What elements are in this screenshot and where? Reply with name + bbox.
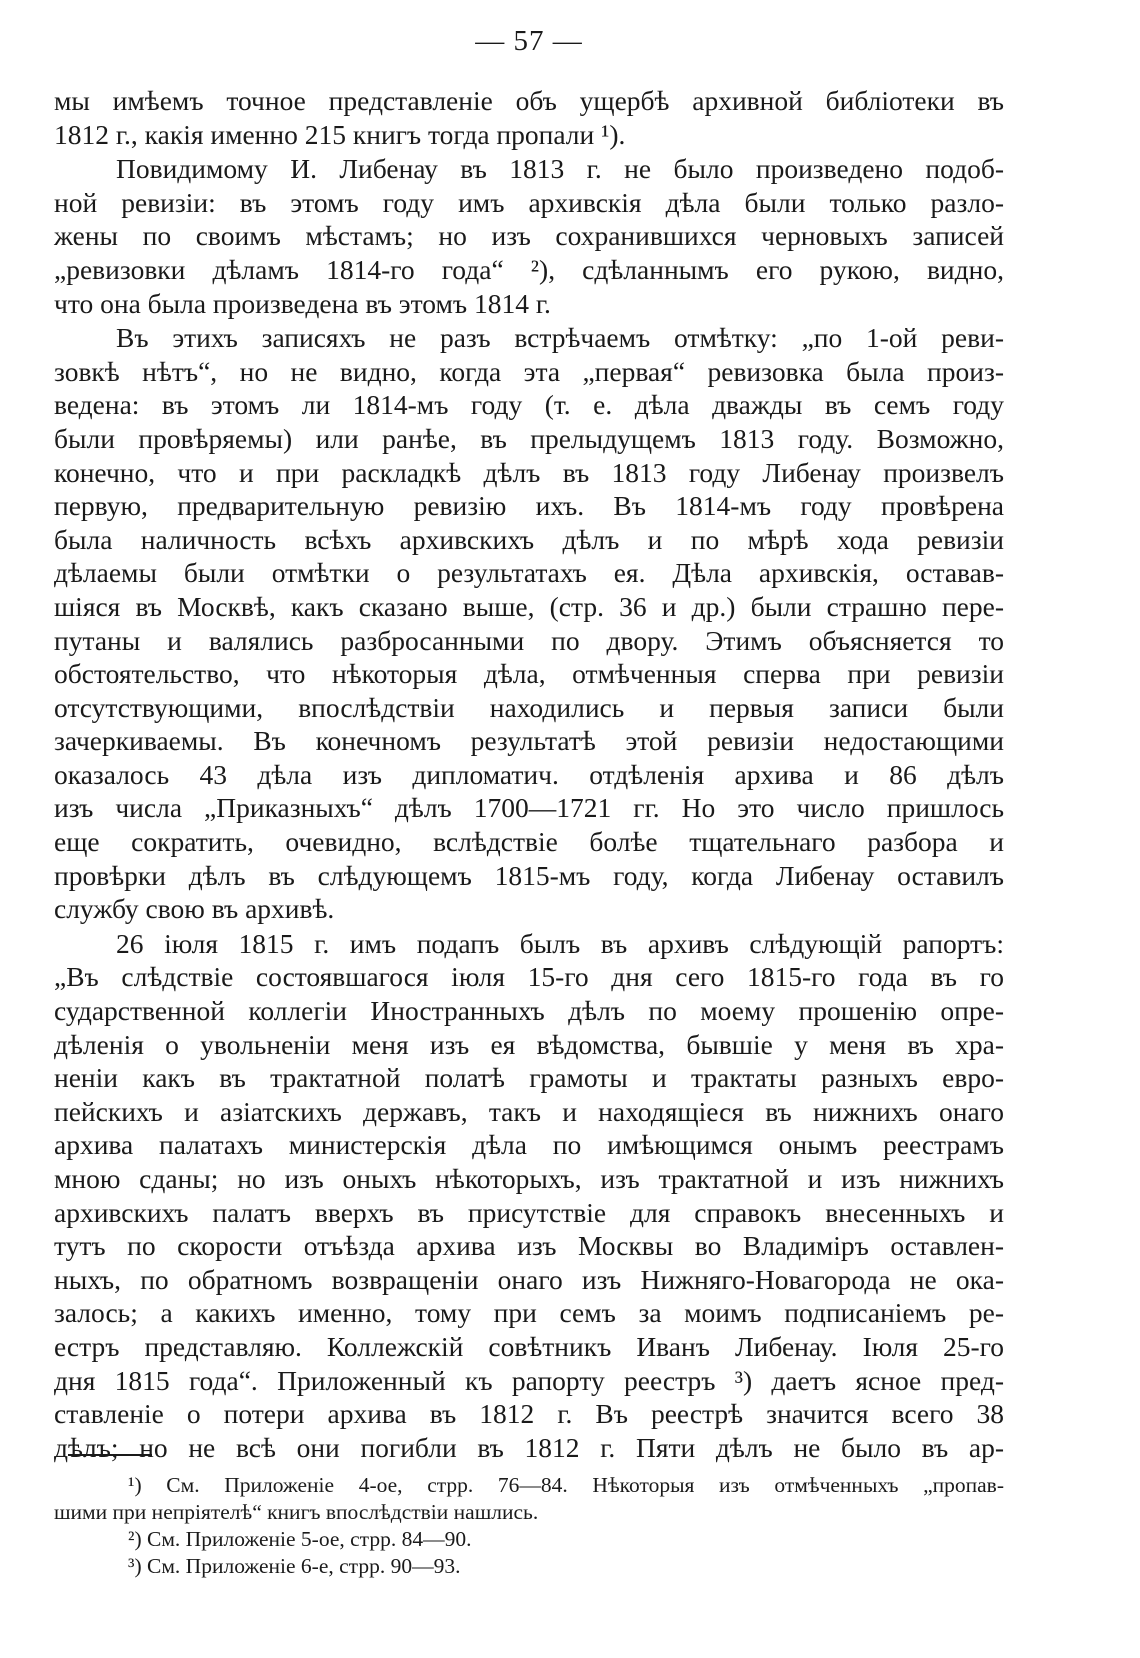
text-line: сударственной коллегіи Иностранныхъ дѣлъ по моему прошенію опре- — [54, 995, 1004, 1027]
text-line: зачеркиваемы. Въ конечномъ результатѣ этой ревизіи недостающими — [54, 725, 1004, 757]
text-line: еще сократить, очевидно, вслѣдствіе болѣе тщательнаго разбора и — [54, 826, 1004, 858]
page-number: — 57 — — [475, 25, 583, 57]
text-line: архивскихъ палатъ вверхъ въ присутствіе для справокъ внесенныхъ и — [54, 1196, 1004, 1228]
text-line: естръ представляю. Коллежскій совѣтникъ Иванъ Либенау. Іюля 25-го — [54, 1330, 1004, 1362]
text-line: мы имѣемъ точное представленіе объ ущербѣ архивной библіотеки въ — [54, 85, 1004, 116]
footnote-3 — [54, 1553, 1004, 1580]
text-line: ставленіе о потери архива въ 1812 г. Въ реестрѣ значится всего 38 — [54, 1398, 1004, 1430]
text-line: архива палатахъ министерскія дѣла по имѣющимся онымъ реестрамъ — [54, 1129, 1004, 1161]
text-line: отсутствующими, впослѣдствіи находились и первыя записи были — [54, 691, 1004, 723]
text-line: „ревизовки дѣламъ 1814-го года“ ²), сдѣланнымъ его рукою, видно, — [54, 253, 1004, 285]
text-line: шіяся въ Москвѣ, какъ сказано выше, (стр. 36 и др.) были страшно пере- — [54, 590, 1004, 622]
text-line: службу свою въ архивѣ. — [54, 893, 335, 925]
paragraph — [54, 321, 1004, 926]
text-line: тутъ по скорости отъѣзда архива изъ Москвы во Владиміръ оставлен- — [54, 1230, 1004, 1262]
text-line: дѣлаемы были отмѣтки о результатахъ ея. Дѣла архивскія, оставав- — [54, 557, 1004, 589]
footnote-line: ²) См. Приложеніе 5-ое, стрр. 84—90. — [128, 1527, 472, 1551]
body-text — [54, 84, 1004, 1465]
text-line: дѣлъ; но не всѣ они погибли въ 1812 г. Пяти дѣлъ не было въ ар- — [54, 1431, 1004, 1463]
text-line: были провѣряемы) или ранѣе, въ прелыдущемъ 1813 году. Возможно, — [54, 422, 1004, 454]
text-line: дѣленія о увольненіи меня изъ ея вѣдомства, бывшіе у меня въ хра- — [54, 1028, 1004, 1060]
text-line: что она была произведена въ этомъ 1814 г. — [54, 287, 551, 319]
footnotes — [54, 1472, 1004, 1580]
text-line: 26 іюля 1815 г. имъ подапъ былъ въ архивъ слѣдующій рапортъ: — [116, 927, 1004, 959]
footnote-line: ³) См. Приложеніе 6-е, стрр. 90—93. — [128, 1554, 461, 1578]
paragraph — [54, 152, 1004, 320]
footnote-1 — [54, 1472, 1004, 1526]
text-line: провѣрки дѣлъ въ слѣдующемъ 1815-мъ году, когда Либенау оставилъ — [54, 859, 1004, 891]
text-line: обстоятельство, что нѣкоторыя дѣла, отмѣченныя сперва при ревизіи — [54, 658, 1004, 690]
text-line: пейскихъ и азіатскихъ державъ, такъ и находящіеся въ нижнихъ онаго — [54, 1095, 1004, 1127]
text-line: ныхъ, по обратномъ возвращеніи онаго изъ Нижняго-Новагорода не ока- — [54, 1263, 1004, 1295]
text-line: оказалось 43 дѣла изъ дипломатич. отдѣленія архива и 86 дѣлъ — [54, 758, 1004, 790]
text-line: дня 1815 года“. Приложенный къ рапорту реестръ ³) даетъ ясное пред- — [54, 1364, 1004, 1396]
footnote-line: шими при непріятелѣ“ книгъ впослѣдствіи нашлись. — [54, 1500, 539, 1524]
text-line: залось; а какихъ именно, тому при семъ за моимъ подписаніемъ ре- — [54, 1297, 1004, 1329]
text-line: „Въ слѣдствіе состоявшагося іюля 15-го дня сего 1815-го года въ го — [54, 961, 1004, 993]
footnote-line: ¹) См. Приложеніе 4-ое, стрр. 76—84. Нѣкоторыя изъ отмѣченныхъ „пропав- — [128, 1473, 1004, 1497]
text-line: неніи какъ въ трактатной полатѣ грамоты и трактаты разныхъ евро- — [54, 1062, 1004, 1094]
paragraph — [54, 927, 1004, 1465]
text-line: мною сданы; но изъ оныхъ нѣкоторыхъ, изъ трактатной и изъ нижнихъ — [54, 1163, 1004, 1194]
text-line: ной ревизіи: въ этомъ году имъ архивскія дѣла были только разло- — [54, 186, 1004, 218]
footnote-2 — [54, 1526, 1004, 1553]
text-line: ведена: въ этомъ ли 1814-мъ году (т. е. дѣла дважды въ семъ году — [54, 389, 1004, 421]
text-line: конечно, что и при раскладкѣ дѣлъ въ 1813 году Либенау произвелъ — [54, 456, 1004, 488]
text-line: изъ числа „Приказныхъ“ дѣлъ 1700—1721 гг. Но это число пришлось — [54, 792, 1004, 824]
text-line: Повидимому И. Либенау въ 1813 г. не было произведено подоб- — [116, 153, 1004, 185]
text-line: жены по своимъ мѣстамъ; но изъ сохранившихся черновыхъ записей — [54, 220, 1004, 252]
text-line: зовкѣ нѣтъ“, но не видно, когда эта „первая“ ревизовка была произ- — [54, 355, 1004, 387]
text-line: Въ этихъ записяхъ не разъ встрѣчаемъ отмѣтку: „по 1-ой реви- — [116, 322, 1004, 354]
text-line: путаны и валялись разбросанными по двору. Этимъ объясняется то — [54, 624, 1004, 656]
text-line: была наличность всѣхъ архивскихъ дѣлъ и по мѣрѣ хода ревизіи — [54, 523, 1004, 555]
footnote-separator — [68, 1454, 152, 1456]
text-line: первую, предварительную ревизію ихъ. Въ 1814-мъ году провѣрена — [54, 490, 1004, 522]
paragraph — [54, 84, 1004, 151]
text-line: 1812 г., какія именно 215 книгъ тогда пропали ¹). — [54, 118, 626, 150]
